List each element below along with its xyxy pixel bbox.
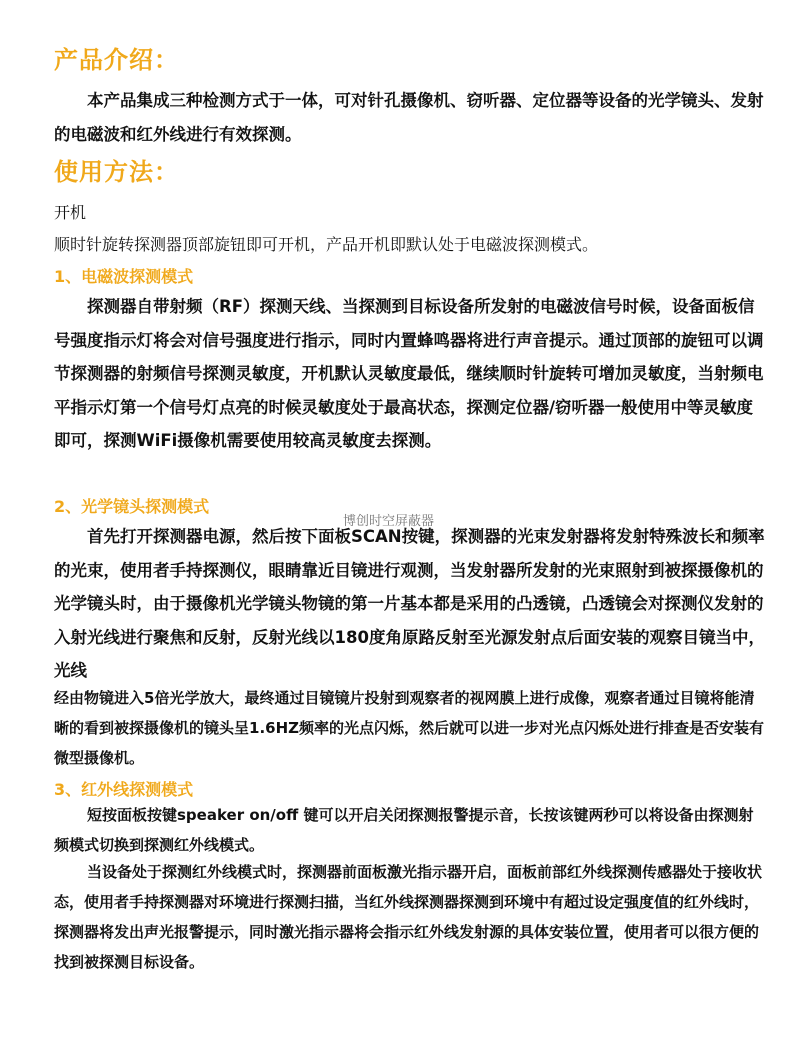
- mode2-paragraph-b: 经由物镜进入5倍光学放大，最终通过目镜镜片投射到观察者的视网膜上进行成像，观察者通过目镜将能清晰的看到被探摄像机的镜头呈1.6HZ频率的光点闪烁，然后就可以进一步对光点闪烁处进行排查是否安装有微型摄像机。: [54, 689, 765, 767]
- usage-heading: 使用方法：: [54, 158, 179, 186]
- mode3-paragraph-b: 当设备处于探测红外线模式时，探测器前面板激光指示器开启，面板前部红外线探测传感器处于接收状态，使用者手持探测器对环境进行探测扫描，当红外线探测器探测到环境中有超过设定强度值的红外线时，探测器将发出声光报警提示，同时激光指示器将会指示红外线发射源的具体安装位置，使用者可以很方便的找到被探测目标设备。: [54, 863, 763, 971]
- mode1-title: 1、电磁波探测模式: [54, 267, 194, 286]
- mode3-title: 3、红外线探测模式: [54, 780, 194, 799]
- mode2-title: 2、光学镜头探测模式: [54, 497, 210, 516]
- mode3-paragraph-a: 短按面板按键speaker on/off 键可以开启关闭探测报警提示音，长按该键两秒可以将设备由探测射频模式切换到探测红外线模式。: [54, 806, 754, 854]
- power-on-paragraph: 顺时针旋转探测器顶部旋钮即可开机，产品开机即默认处于电磁波探测模式。: [54, 235, 599, 254]
- mode2-paragraph-a: 首先打开探测器电源，然后按下面板SCAN按键，探测器的光束发射器将发射特殊波长和频率的光束，使用者手持探测仪，眼睛靠近目镜进行观测，当发射器所发射的光束照射到被探摄像机的光学镜头时，由于摄像机光学镜头物镜的第一片基本都是采用的凸透镜，凸透镜会对探测仪发射的入射光线进行聚焦和反射，反射光线以180度角原路反射至光源发射点后面安装的观察目镜当中，光线: [54, 527, 765, 680]
- intro-paragraph: 本产品集成三种检测方式于一体，可对针孔摄像机、窃听器、定位器等设备的光学镜头、发射的电磁波和红外线进行有效探测。: [54, 91, 764, 144]
- watermark-text: 博创时空屏蔽器: [343, 514, 435, 529]
- intro-heading: 产品介绍：: [54, 46, 179, 74]
- mode1-paragraph: 探测器自带射频（RF）探测天线、当探测到目标设备所发射的电磁波信号时候，设备面板信号强度指示灯将会对信号强度进行指示，同时内置蜂鸣器将进行声音提示。通过顶部的旋钮可以调节探测器的射频信号探测灵敏度，开机默认灵敏度最低，继续顺时针旋转可增加灵敏度，当射频电平指示灯第一个信号灯点亮的时候灵敏度处于最高状态，探测定位器/窃听器一般使用中等灵敏度即可，探测WiFi摄像机需要使用较高灵敏度去探测。: [54, 297, 764, 450]
- power-on-title: 开机: [54, 203, 87, 222]
